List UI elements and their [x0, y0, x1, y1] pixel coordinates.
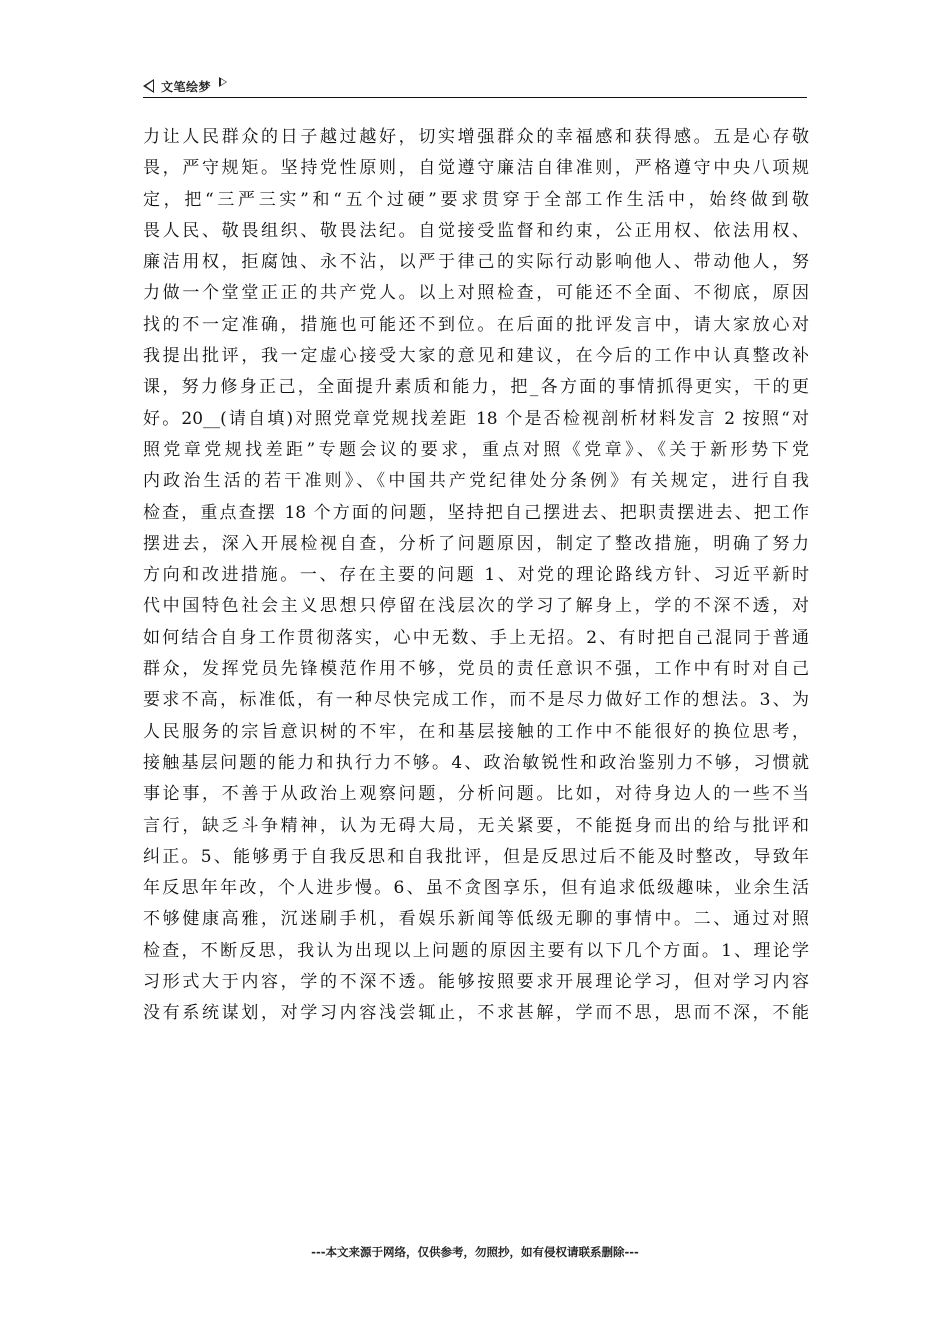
body-text-line: 找的不一定准确，措施也可能还不到位。在后面的批评发言中，请大家放心对 — [143, 314, 809, 335]
body-text-line: 畏人民、敬畏组织、敬畏法纪。自觉接受监督和约束，公正用权、依法用权、 — [143, 220, 809, 241]
footer-notice: ---本文来源于网络，仅供参考，勿照抄，如有侵权请联系删除--- — [311, 1245, 639, 1259]
body-text-line: 好。20__(请自填)对照党章党规找差距 18 个是否检视剖析材料发言 2 按照“对 — [143, 408, 809, 429]
body-text-line: 检查，重点查摆 18 个方面的问题，坚持把自己摆进去、把职责摆进去、把工作 — [143, 502, 809, 523]
document-body — [143, 122, 809, 1030]
body-text-line: 摆进去，深入开展检视自查，分析了问题原因，制定了整改措施，明确了努力 — [143, 533, 809, 554]
body-text-line: 代中国特色社会主义思想只停留在浅层次的学习了解身上，学的不深不透，对 — [143, 596, 809, 617]
body-text-line: 内政治生活的若干准则》、《中国共产党纪律处分条例》有关规定，进行自我 — [143, 471, 809, 492]
body-text-line: 廉洁用权，拒腐蚀、永不沾，以严于律己的实际行动影响他人、带动他人，努 — [143, 252, 809, 273]
body-text-line: 检查，不断反思，我认为出现以上问题的原因主要有以下几个方面。1、理论学 — [143, 940, 809, 961]
body-text-line: 定，把“三严三实”和“五个过硬”要求贯穿于全部工作生活中，始终做到敬 — [143, 189, 809, 210]
body-text-line: 畏，严守规矩。坚持党性原则，自觉遵守廉洁自律准则，严格遵守中央八项规 — [143, 158, 809, 179]
body-text-line: 事论事，不善于从政治上观察问题，分析问题。比如，对待身边人的一些不当 — [143, 784, 809, 805]
right-triangle-icon — [219, 77, 227, 87]
body-text-line: 我提出批评，我一定虚心接受大家的意见和建议，在今后的工作中认真整改补 — [143, 346, 809, 367]
body-text-line: 言行，缺乏斗争精神，认为无碍大局，无关紧要，不能挺身而出的给与批评和 — [143, 815, 809, 836]
body-text-line: 年反思年年改，个人进步慢。6、虽不贪图享乐，但有追求低级趣味，业余生活 — [143, 878, 809, 899]
body-text-line: 没有系统谋划，对学习内容浅尝辄止，不求甚解，学而不思，思而不深，不能 — [143, 1003, 809, 1024]
left-triangle-icon — [143, 79, 154, 93]
body-text-line: 力做一个堂堂正正的共产党人。以上对照检查，可能还不全面、不彻底，原因 — [143, 283, 809, 304]
body-text-line: 要求不高，标准低，有一种尽快完成工作，而不是尽力做好工作的想法。3、为 — [143, 690, 809, 711]
body-text-line: 接触基层问题的能力和执行力不够。4、政治敏锐性和政治鉴别力不够，习惯就 — [143, 752, 809, 773]
body-text-line: 课，努力修身正己，全面提升素质和能力，把_各方面的事情抓得更实，干的更 — [143, 377, 809, 398]
body-text-line: 如何结合自身工作贯彻落实，心中无数、手上无招。2、有时把自己混同于普通 — [143, 627, 809, 648]
body-text-line: 群众，发挥党员先锋模范作用不够，党员的责任意识不强，工作中有时对自己 — [143, 659, 809, 680]
body-text-line: 纠正。5、能够勇于自我反思和自我批评，但是反思过后不能及时整改，导致年 — [143, 846, 809, 867]
header-divider — [143, 97, 807, 98]
body-text-line: 习形式大于内容，学的不深不透。能够按照要求开展理论学习，但对学习内容 — [143, 972, 809, 993]
page-header — [143, 74, 807, 98]
body-text-line: 方向和改进措施。一、存在主要的问题 1、对党的理论路线方针、习近平新时 — [143, 565, 809, 586]
body-text-line: 力让人民群众的日子越过越好，切实增强群众的幸福感和获得感。五是心存敬 — [143, 127, 809, 147]
body-text-line: 人民服务的宗旨意识树的不牢，在和基层接触的工作中不能很好的换位思考， — [143, 721, 809, 742]
body-text-line: 不够健康高雅，沉迷刷手机，看娱乐新闻等低级无聊的事情中。二、通过对照 — [143, 909, 809, 930]
header-brand: 文笔绘梦 — [161, 79, 212, 94]
body-text-line: 照党章党规找差距”专题会议的要求，重点对照《党章》、《关于新形势下党 — [143, 439, 809, 460]
